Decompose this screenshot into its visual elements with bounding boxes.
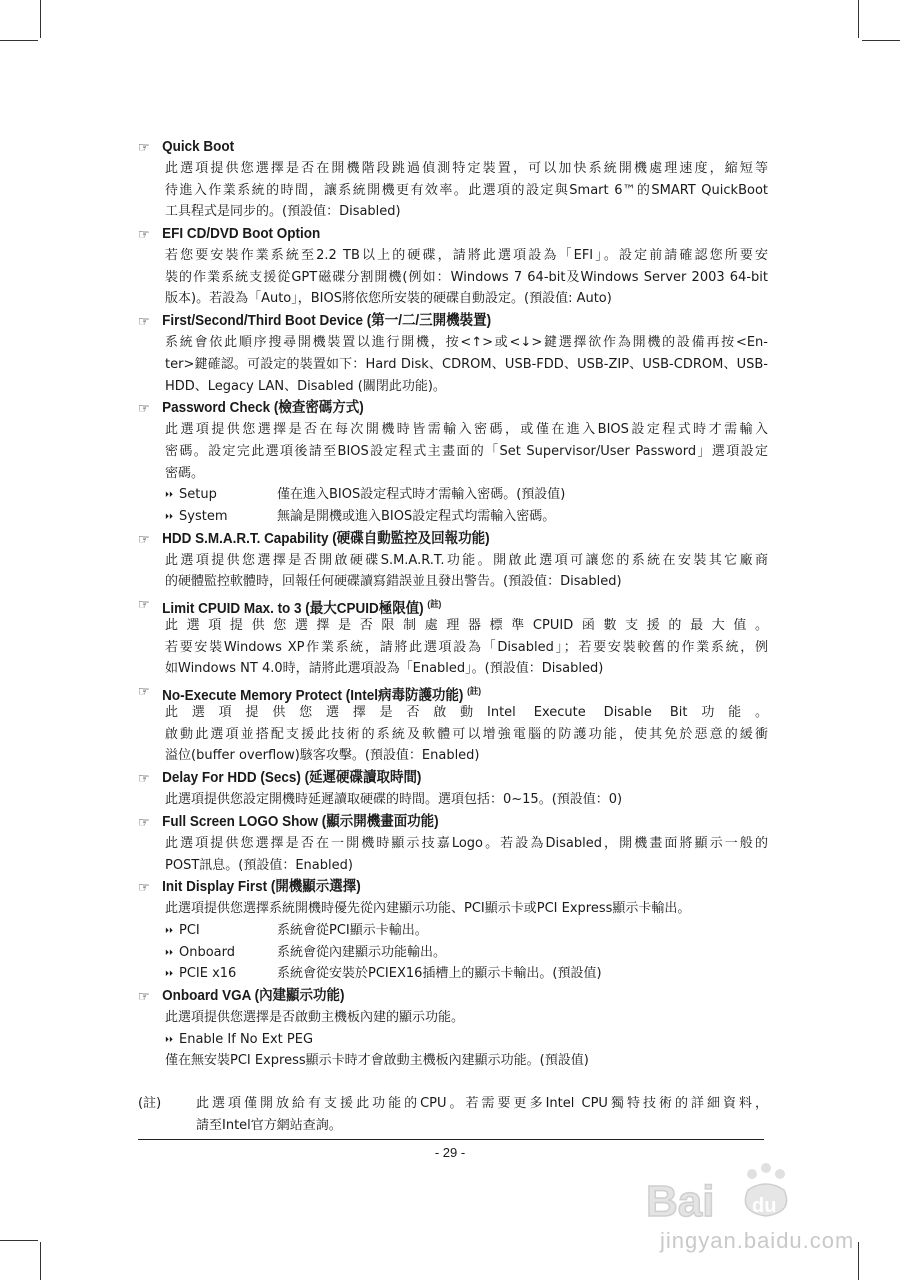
description-line: 此選項提供您選擇系統開機時優先從內建顯示功能、PCI顯示卡或PCI Express顯示卡輸出。 <box>165 901 691 917</box>
manual-page-content <box>138 136 768 1072</box>
crop-mark <box>40 0 41 38</box>
crop-mark <box>0 1240 38 1241</box>
setting-title: Delay For HDD (Secs) (延遲硬碟讀取時間) <box>162 770 422 787</box>
setting-section <box>138 593 768 680</box>
option-item <box>165 484 768 506</box>
watermark-url: jingyan.baidu.com <box>660 1228 855 1253</box>
pointing-hand-icon: ☞ <box>138 226 150 243</box>
option-item <box>165 920 768 942</box>
setting-section <box>138 811 768 876</box>
setting-section <box>138 985 768 1072</box>
description-line: ter>鍵確認。可設定的裝置如下：Hard Disk、CDROM、USB-FDD、USB-ZIP、USB-CDROM、USB- <box>165 356 768 372</box>
crop-mark <box>858 0 859 38</box>
setting-section <box>138 397 768 527</box>
footnote <box>138 1093 768 1136</box>
pointing-hand-icon: ☞ <box>138 879 150 896</box>
option-description: 系統會從PCI顯示卡輸出。 <box>277 922 428 938</box>
description-line: 系統會依此順序搜尋開機裝置以進行開機，按<↑>或<↓>鍵選擇欲作為開機的設備再按<En- <box>165 335 768 351</box>
setting-section <box>138 310 768 397</box>
page-number: - 29 - <box>434 1145 466 1160</box>
description-line: 此選項提供您選擇是否在一開機時顯示技嘉Logo。若設為Disabled，開機畫面將顯示一般的 <box>165 835 768 851</box>
description-line: 此選項提供您選擇是否在開機階段跳過偵測特定裝置，可以加快系統開機處理速度，縮短等 <box>165 161 768 176</box>
footnote-ref: (註) <box>467 686 482 697</box>
description-line: 如Windows NT 4.0時，請將此選項設為「Enabled」。(預設值：Disabled) <box>165 661 604 677</box>
description-line: 密碼。 <box>165 465 205 481</box>
setting-title: Limit CPUID Max. to 3 (最大CPUID極限值) <box>162 600 424 617</box>
setting-title: Password Check (檢查密碼方式) <box>162 400 364 417</box>
description-line: 此選項提供您選擇是否開啟硬碟S.M.A.R.T.功能。開啟此選項可讓您的系統在安裝其它廠商 <box>165 552 768 568</box>
double-triangle-icon: ⏵⏵ <box>165 925 173 935</box>
pointing-hand-icon: ☞ <box>138 987 150 1004</box>
option-name: PCI <box>179 922 200 938</box>
description-line: 的硬體監控軟體時，回報任何硬碟讀寫錯誤並且發出警告。(預設值：Disabled) <box>165 574 622 590</box>
setting-title: First/Second/Third Boot Device (第一/二/三開機裝置) <box>162 313 492 330</box>
setting-heading <box>138 876 724 898</box>
setting-section <box>138 876 768 985</box>
option-item <box>165 963 768 985</box>
crop-mark <box>40 1242 41 1280</box>
double-triangle-icon: ⏵⏵ <box>165 1034 173 1044</box>
setting-section <box>138 136 768 223</box>
description-line: 若要安裝Windows XP作業系統，請將此選項設為「Disabled」；若要安裝較舊的作業系統，例 <box>165 639 768 655</box>
setting-title: EFI CD/DVD Boot Option <box>162 226 321 243</box>
pointing-hand-icon: ☞ <box>138 813 150 830</box>
option-name: Onboard <box>179 944 236 960</box>
pointing-hand-icon: ☞ <box>138 313 150 330</box>
double-triangle-icon: ⏵⏵ <box>165 969 173 979</box>
setting-title: No-Execute Memory Protect (Intel病毒防護功能) <box>162 687 464 704</box>
option-name: System <box>179 508 228 524</box>
setting-title: Full Screen LOGO Show (顯示開機畫面功能) <box>162 813 439 830</box>
crop-mark <box>862 40 900 41</box>
footnote-label: (註) <box>138 1096 162 1111</box>
option-name: PCIE x16 <box>179 966 237 982</box>
footer-divider <box>138 1139 764 1140</box>
double-triangle-icon: ⏵⏵ <box>165 947 173 957</box>
setting-heading <box>138 223 724 245</box>
pointing-hand-icon: ☞ <box>138 400 150 417</box>
setting-section <box>138 223 768 310</box>
setting-heading <box>138 985 724 1007</box>
footnote-line: 此選項僅開放給有支援此功能的CPU。若需要更多Intel CPU獨特技術的詳細資料， <box>196 1096 768 1111</box>
setting-heading <box>138 136 724 158</box>
description-line: POST訊息。(預設值：Enabled) <box>165 857 353 873</box>
option-item <box>165 942 768 964</box>
option-description: 無論是開機或進入BIOS設定程式均需輸入密碼。 <box>277 508 556 524</box>
description-line: 此選項提供您設定開機時延遲讀取硬碟的時間。選項包括：0~15。(預設值：0) <box>165 792 623 808</box>
footnote-ref: (註) <box>427 599 442 609</box>
option-description: 系統會從安裝於PCIEX16插槽上的顯示卡輸出。(預設值) <box>277 966 602 982</box>
pointing-hand-icon: ☞ <box>138 596 150 612</box>
option-name: Setup <box>179 487 217 503</box>
footnote-line: 請至Intel官方網站查詢。 <box>196 1117 342 1133</box>
crop-mark <box>0 40 38 41</box>
pointing-hand-icon: ☞ <box>138 530 150 547</box>
description-line: 僅在無安裝PCI Express顯示卡時才會啟動主機板內建顯示功能。(預設值) <box>165 1053 589 1069</box>
description-line: 此選項提供您選擇是否啟動Intel Execute Disable Bit功能。 <box>165 705 768 721</box>
setting-heading <box>138 811 724 833</box>
description-line: 若您要安裝作業系統至2.2 TB以上的硬碟，請將此選項設為「EFI」。設定前請確認您所要安 <box>165 248 768 264</box>
option-description: 系統會從內建顯示功能輸出。 <box>277 944 447 960</box>
option-description: 僅在進入BIOS設定程式時才需輸入密碼。(預設值) <box>277 487 566 503</box>
setting-title: Quick Boot <box>162 139 235 155</box>
setting-heading <box>138 310 724 332</box>
option-item <box>165 1029 768 1051</box>
description-line: 溢位(buffer overflow)駭客攻擊。(預設值：Enabled) <box>165 748 480 764</box>
description-line: HDD、Legacy LAN、Disabled (關閉此功能)。 <box>165 378 446 394</box>
option-name: Enable If No Ext PEG <box>179 1031 314 1047</box>
description-line: 此選項提供您選擇是否在每次開機時皆需輸入密碼，或僅在進入BIOS設定程式時才需輸入 <box>165 422 768 438</box>
description-line: 工具程式是同步的。(預設值：Disabled) <box>165 204 401 220</box>
setting-title: Onboard VGA (內建顯示功能) <box>162 987 345 1004</box>
description-line: 啟動此選項並搭配支援此技術的系統及軟體可以增強電腦的防護功能，使其免於惡意的緩衝 <box>165 726 768 742</box>
setting-section <box>138 680 768 767</box>
svg-text:Bai: Bai <box>646 1177 715 1226</box>
double-triangle-icon: ⏵⏵ <box>165 490 173 500</box>
description-line: 版本)。若設為「Auto」，BIOS將依您所安裝的硬碟自動設定。(預設值: Auto) <box>165 291 612 307</box>
setting-section <box>138 528 768 593</box>
setting-title: Init Display First (開機顯示選擇) <box>162 879 361 896</box>
description-line: 待進入作業系統的時間，讓系統開機更有效率。此選項的設定與Smart 6™的SMART QuickBoot <box>165 182 768 198</box>
pointing-hand-icon: ☞ <box>138 770 150 787</box>
setting-heading <box>138 593 724 615</box>
option-item <box>165 506 768 528</box>
setting-section <box>138 767 768 811</box>
pointing-hand-icon: ☞ <box>138 139 150 155</box>
setting-title: HDD S.M.A.R.T. Capability (硬碟自動監控及回報功能) <box>162 530 490 547</box>
setting-heading <box>138 680 724 702</box>
description-line: 此選項提供您選擇是否限制處理器標準CPUID函數支援的最大值。 <box>165 618 768 633</box>
baidu-watermark <box>640 1160 890 1270</box>
setting-heading <box>138 397 724 419</box>
svg-text:du: du <box>752 1195 777 1217</box>
description-line: 密碼。設定完此選項後請至BIOS設定程式主畫面的「Set Supervisor/User Password」選項設定 <box>165 443 768 459</box>
setting-heading <box>138 767 724 789</box>
pointing-hand-icon: ☞ <box>138 683 150 700</box>
description-line: 裝的作業系統支援從GPT磁碟分割開機(例如：Windows 7 64-bit及Windows Server 2003 64-bit <box>165 269 768 285</box>
description-line: 此選項提供您選擇是否啟動主機板內建的顯示功能。 <box>165 1009 465 1025</box>
setting-heading <box>138 528 724 550</box>
double-triangle-icon: ⏵⏵ <box>165 511 173 521</box>
